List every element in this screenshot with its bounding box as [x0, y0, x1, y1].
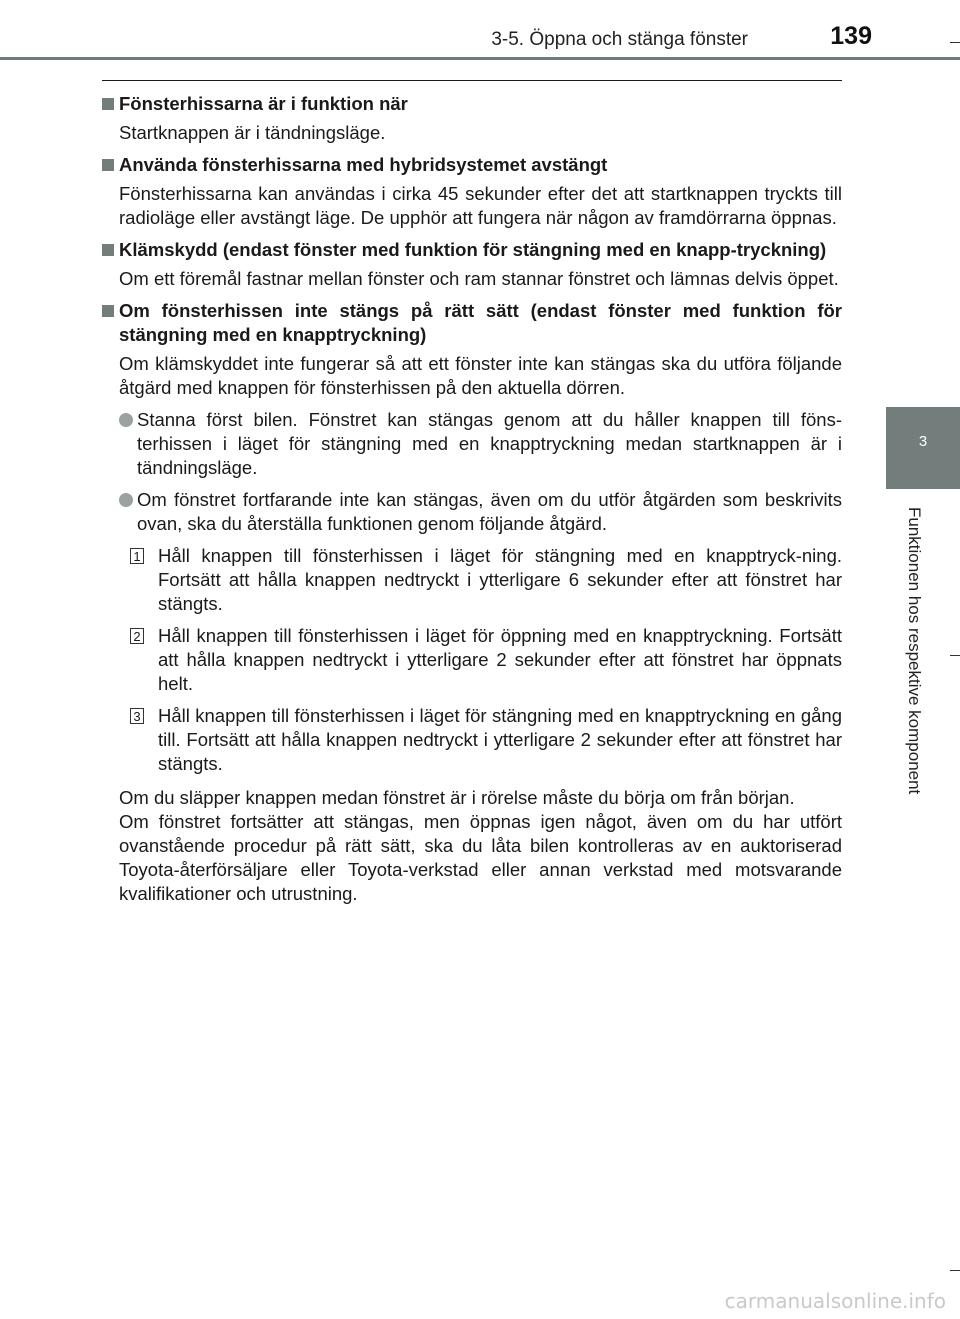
closing-note: [119, 786, 842, 906]
step-item: [133, 704, 842, 776]
list-item: [119, 408, 842, 480]
heading-text: Använda fönsterhissarna med hybridsystemet avstängt: [119, 154, 608, 175]
list-item: [119, 488, 842, 536]
section-body: Fönsterhissarna kan användas i cirka 45 sekunder efter det att startknappen tryckts till radioläge eller avstängt läge. De upphör att fungera när någon av framdörrarna öppnas.: [119, 183, 842, 228]
section-heading: [102, 92, 842, 116]
chapter-title: Funktionen hos respektive komponent: [905, 507, 924, 795]
page-content: [102, 92, 842, 906]
section-body: Om klämskyddet inte fungerar så att ett fönster inte kan stängas ska du utföra följande åtgärd med knappen för fönsterhissen på den aktuella dörren.: [119, 353, 842, 398]
watermark: carmanualsonline.info: [724, 1289, 946, 1313]
list-item-text: Stanna först bilen. Fönstret kan stängas genom att du håller knappen till föns-terhissen i läget för stängning med en knapptryckning medan startknappen är i tändningsläge.: [137, 409, 842, 478]
step-item: [133, 624, 842, 696]
section-title: 3-5. Öppna och stänga fönster: [491, 29, 748, 50]
step-number: 1: [130, 548, 144, 564]
step-text: Håll knappen till fönsterhissen i läget för stängning med en knapptryck-ning. Fortsätt att hålla knappen nedtryckt i ytterligare 6 sekunder efter att fönstret har stängts.: [158, 545, 842, 614]
square-bullet-icon: [102, 159, 114, 171]
note-paragraph: Om du släpper knappen medan fönstret är i rörelse måste du börja om från början.: [119, 787, 795, 808]
margin-tick: [950, 655, 960, 656]
step-text: Håll knappen till fönsterhissen i läget för stängning med en knapptryckning en gång till. Fortsätt att hålla knappen nedtryckt i ytterligare 2 sekunder efter att fönstret har stängts.: [158, 705, 842, 774]
list-item-text: Om fönstret fortfarande inte kan stängas, även om du utför åtgärden som beskrivits ovan, ska du återställa funktionen genom följande åtgärd.: [137, 489, 842, 534]
step-item: [133, 544, 842, 616]
section-body: Om ett föremål fastnar mellan fönster och ram stannar fönstret och lämnas delvis öppet.: [119, 268, 839, 289]
chapter-tab: [886, 407, 960, 489]
square-bullet-icon: [102, 244, 114, 256]
heading-text: Fönsterhissarna är i funktion när: [119, 93, 408, 114]
margin-tick: [950, 42, 960, 43]
section-heading: [102, 238, 842, 262]
page-number: 139: [830, 22, 872, 50]
square-bullet-icon: [102, 98, 114, 110]
circle-bullet-icon: [119, 493, 133, 507]
step-number: 3: [130, 708, 144, 724]
heading-text: Klämskydd (endast fönster med funktion för stängning med en knapp-tryckning): [119, 239, 827, 260]
content-top-rule: [102, 80, 842, 81]
section-heading: [102, 153, 842, 177]
heading-text: Om fönsterhissen inte stängs på rätt sätt (endast fönster med funktion för stängning med en knapptryckning): [119, 300, 842, 345]
margin-tick: [950, 1270, 960, 1271]
note-paragraph: Om fönstret fortsätter att stängas, men öppnas igen något, även om du har utfört ovanstående procedur på rätt sätt, ska du låta bilen kontrolleras av en auktoriserad Toyota-återförsäljare eller Toyota-verkstad eller annan verkstad med motsvarande kvalifikationer och utrustning.: [119, 811, 842, 904]
square-bullet-icon: [102, 305, 114, 317]
step-text: Håll knappen till fönsterhissen i läget för öppning med en knapptryckning. Fortsätt att hålla knappen nedtryckt i ytterligare 2 sekunder efter att fönstret har öppnats helt.: [158, 625, 842, 694]
circle-bullet-icon: [119, 413, 133, 427]
step-number: 2: [130, 628, 144, 644]
chapter-number: 3: [918, 433, 928, 450]
section-heading: [102, 299, 842, 347]
page-header: [0, 0, 960, 60]
section-body: Startknappen är i tändningsläge.: [119, 122, 386, 143]
